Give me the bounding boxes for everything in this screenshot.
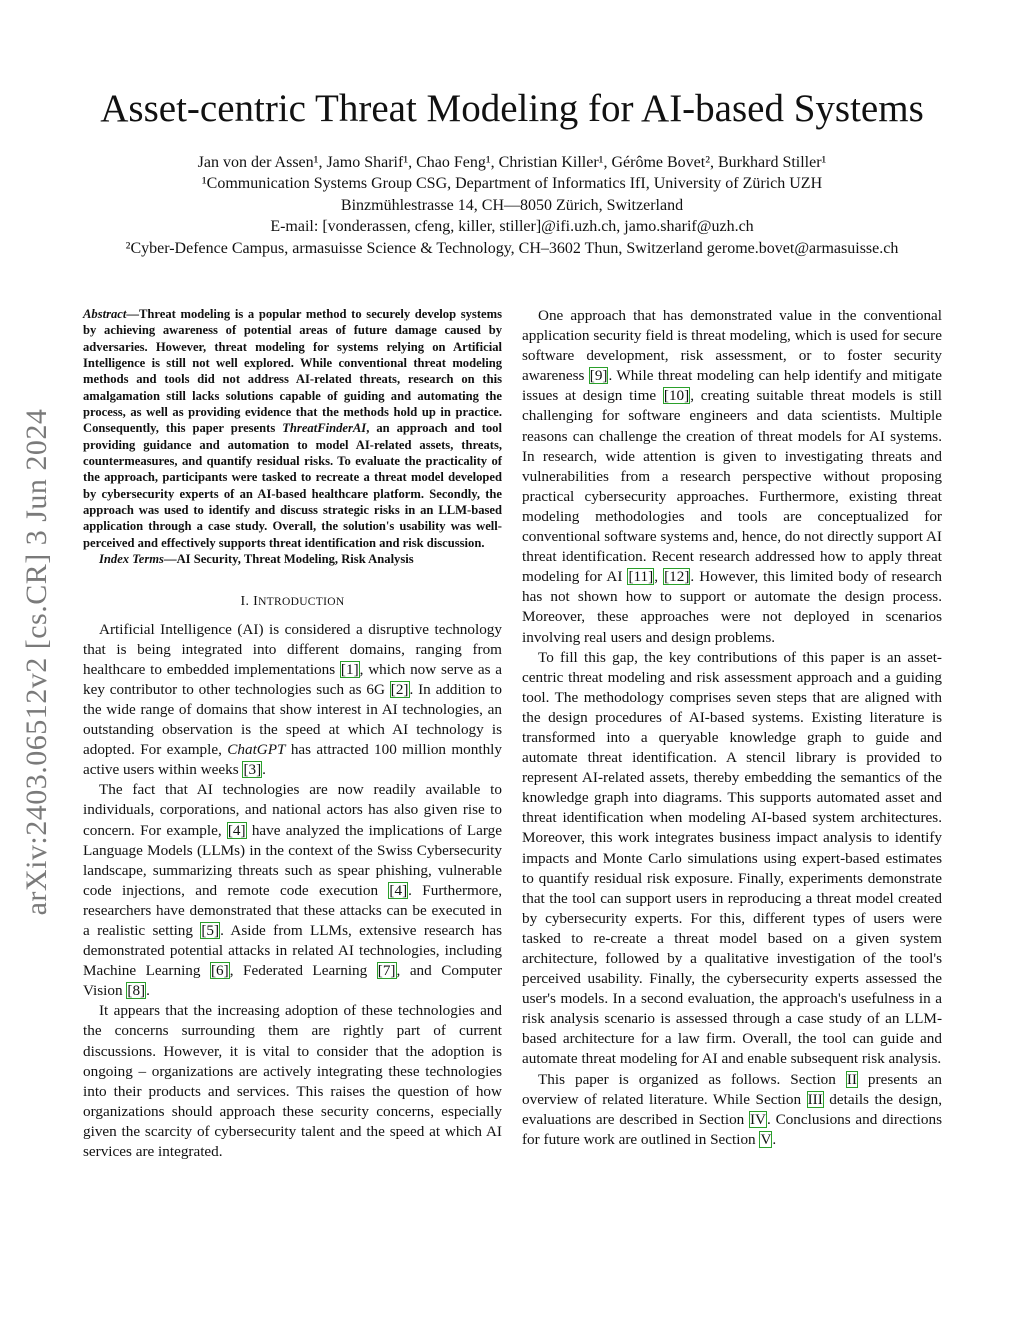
abstract-label: Abstract xyxy=(83,307,127,321)
section-link[interactable]: IV xyxy=(750,1110,767,1128)
citation-link[interactable]: [4] xyxy=(227,821,246,839)
section-heading-introduction xyxy=(83,594,502,610)
intro-paragraph-2 xyxy=(83,780,502,1001)
index-terms xyxy=(83,551,502,567)
text-run: . However, this limited body of research has not shown how to support or automate the design process. Moreover, these approaches were not deployed in scenarios involving real users and design problems. xyxy=(522,568,943,646)
text-run: . While threat modeling can help identify and mitigate issues at design time xyxy=(522,367,943,405)
citation-link[interactable]: [12] xyxy=(664,568,690,586)
section-link[interactable]: II xyxy=(846,1070,857,1088)
abstract-text-2: , an approach and tool providing guidance and automation to model AI-related assets, threats, countermeasures, and quantify residual risks. To evaluate the practicality of the approach, participants were tasked to recreate a threat model developed by cybersecurity experts of an AI-based healthcare platform. Secondly, the approach was used to identify and discuss strategic risks in an LLM-based application through a case study. Overall, the solution's usability was well-perceived and effectively supports threat identification and risk discussion. xyxy=(83,421,502,550)
address-1: Binzmühlestrasse 14, CH—8050 Zürich, Switzerland xyxy=(340,196,684,214)
citation-link[interactable]: [7] xyxy=(377,962,396,980)
tool-name: ThreatFinderAI xyxy=(282,421,367,436)
text-run: , and Computer Vision xyxy=(83,962,503,1000)
citation-link[interactable]: [10] xyxy=(663,387,690,405)
intro-paragraph-1 xyxy=(83,620,502,781)
arxiv-identifier: arXiv:2403.06512v2 [cs.CR] 3 Jun 2024 xyxy=(20,408,53,916)
arxiv-sidebar-stamp xyxy=(8,367,66,957)
text-run: . xyxy=(262,761,266,779)
affiliation-2: ²Cyber-Defence Campus, armasuisse Science & Technology, CH–3602 Thun, Switzerland gerome.bovet@armasuisse.ch xyxy=(125,239,899,257)
citation-link[interactable]: [3] xyxy=(243,761,262,779)
text-run: , creating suitable threat models is still challenging for software engineers and data scientists. Multiple reasons can challenge the creation of threat models for AI systems. In research, wide attention is given to investigating threats and vulnerabilities from a research perspective without proposing practical cybersecurity approaches. Furthermore, existing threat modeling methodologies and tools are conceptualized for conventional software systems and, hence, do not directly support AI threat identification. Recent research addressed how to apply threat modeling for AI xyxy=(522,387,942,586)
citation-link[interactable]: [6] xyxy=(211,962,229,980)
text-run: The fact that AI technologies are now readily available to individuals, corporations, and national actors has also given rise to concern. For example, xyxy=(83,781,502,839)
email-line: E-mail: [vonderassen, cfeng, killer, stiller]@ifi.uzh.ch, jamo.sharif@uzh.ch xyxy=(270,218,754,236)
text-run: This paper is organized as follows. Section xyxy=(538,1070,846,1088)
right-column xyxy=(522,306,942,1150)
text-run: , which now serve as a key contributor to other technologies such as 6G xyxy=(83,660,502,698)
abstract-text-1: —Threat modeling is a popular method to securely develop systems by achieving awareness of potential areas of future damage caused by adversaries. However, threat modeling for systems relying on Artificial Intelligence is still not well explored. While conventional threat modeling methods and tools did not address AI-related threats, research on this amalgamation still lacks solutions capable of guiding and automating the process, as well as providing evidence that the methods hold up in practice. Consequently, this paper presents xyxy=(83,307,502,436)
index-terms-label: Index Terms xyxy=(99,552,164,567)
right-paragraph-3 xyxy=(522,1070,942,1150)
section-link[interactable]: III xyxy=(807,1090,823,1108)
paper-title: Asset-centric Threat Modeling for AI-based Systems xyxy=(100,87,924,130)
citation-link[interactable]: [4] xyxy=(389,881,408,899)
text-run: One approach that has demonstrated value in the conventional application security field is threat modeling, which is used for secure software development, risk assessment, or to foster security awareness xyxy=(522,307,942,385)
citation-link[interactable]: [11] xyxy=(628,568,654,586)
index-terms-text: —AI Security, Threat Modeling, Risk Analysis xyxy=(163,552,414,567)
right-paragraph-2: To fill this gap, the key contributions of this paper is an asset-centric threat modeling and risk assessment approach and a guiding tool. The methodology comprises seven steps that are aligned with the design procedures of AI-based systems. Existing literature is transformed into a queryable knowledge graph to guide and automate threat identification. A stencil library is provided to represent AI-related assets, thereby embedding the semantics of the knowledge graph into diagrams. This supports automated asset and threat identification when modeling AI-based system architectures. Moreover, this work integrates business impact analysis to identify impacts and Monte Carlo simulations using expert-based estimates to quantify residual risk exposure. Finally, experiments demonstrate that the tool can support users in reproducing a threat model created by cybersecurity experts. For this, different types of users were tasked to re-create a threat model based on a given system architecture, followed by a qualitative investigation of the tool's perceived usability. Finally, the cybersecurity experts assessed the user's models. In a second evaluation, the approach's usefulness in a risk analysis scenario is assessed through a case study of an LLM-based architecture for a law firm. Overall, the tool can guide and automate threat modeling for AI and enable subsequent risk analysis. xyxy=(522,648,942,1068)
section-initial: I xyxy=(253,593,259,609)
text-run: . Conclusions and directions for future work are outlined in Section xyxy=(522,1110,942,1148)
author-block xyxy=(0,152,1024,259)
text-run: . xyxy=(146,982,150,1000)
text-run: has attracted 100 million monthly active users within weeks xyxy=(83,741,503,779)
citation-link[interactable]: [1] xyxy=(340,660,359,678)
text-run: details the design, evaluations are described in Section xyxy=(522,1090,942,1128)
citation-link[interactable]: [5] xyxy=(201,921,220,939)
text-run: . Aside from LLMs, extensive research has demonstrated potential attacks in related AI technologies, including Machine Learning xyxy=(83,921,502,980)
text-run: presents an overview of related literature. While Section xyxy=(522,1070,942,1108)
text-run: , xyxy=(654,568,664,586)
affiliation-1: ¹Communication Systems Group CSG, Department of Informatics IfI, University of Zürich UZH xyxy=(201,175,823,193)
chatgpt-term: ChatGPT xyxy=(227,741,286,759)
text-run: Artificial Intelligence (AI) is considered a disruptive technology that is being integrated into different domains, ranging from healthcare to embedded implementations xyxy=(83,620,502,678)
text-run: . xyxy=(772,1130,777,1148)
citation-link[interactable]: [8] xyxy=(127,982,146,1000)
section-number: I. xyxy=(240,593,254,609)
intro-paragraph-3: It appears that the increasing adoption of these technologies and the concerns surrounding them are rightly part of current discussions. However, it is vital to consider that the adoption is ongoing – organizations are actively integrating these technologies into their products and services. This raises the question of how organizations should approach these security concerns, especially given the scarcity of cybersecurity talent and the speed at which AI services are integrated. xyxy=(83,1002,502,1160)
text-run: , Federated Learning xyxy=(229,962,377,980)
text-run: have analyzed the implications of Large Language Models (LLMs) in the context of the Swiss Cybersecurity landscape, summarizing threats such as spear phishing, vulnerable code injections, and remote code execution xyxy=(83,821,502,899)
section-link[interactable]: V xyxy=(760,1130,772,1148)
section-rest: NTRODUCTION xyxy=(258,595,345,608)
right-paragraph-1 xyxy=(522,306,942,648)
left-column xyxy=(83,306,502,1162)
text-run: . In addition to the wide range of domains that show interest in AI technologies, an outstanding observation is the speed at which AI technology is adopted. For example, xyxy=(83,680,502,759)
abstract xyxy=(83,306,502,551)
citation-link[interactable]: [9] xyxy=(589,367,608,385)
text-run: . Furthermore, researchers have demonstrated that these attacks can be executed in a realistic setting xyxy=(83,881,502,939)
author-list: Jan von der Assen¹, Jamo Sharif¹, Chao Feng¹, Christian Killer¹, Gérôme Bovet², Burkhard Stiller¹ xyxy=(197,154,827,171)
citation-link[interactable]: [2] xyxy=(390,680,409,698)
